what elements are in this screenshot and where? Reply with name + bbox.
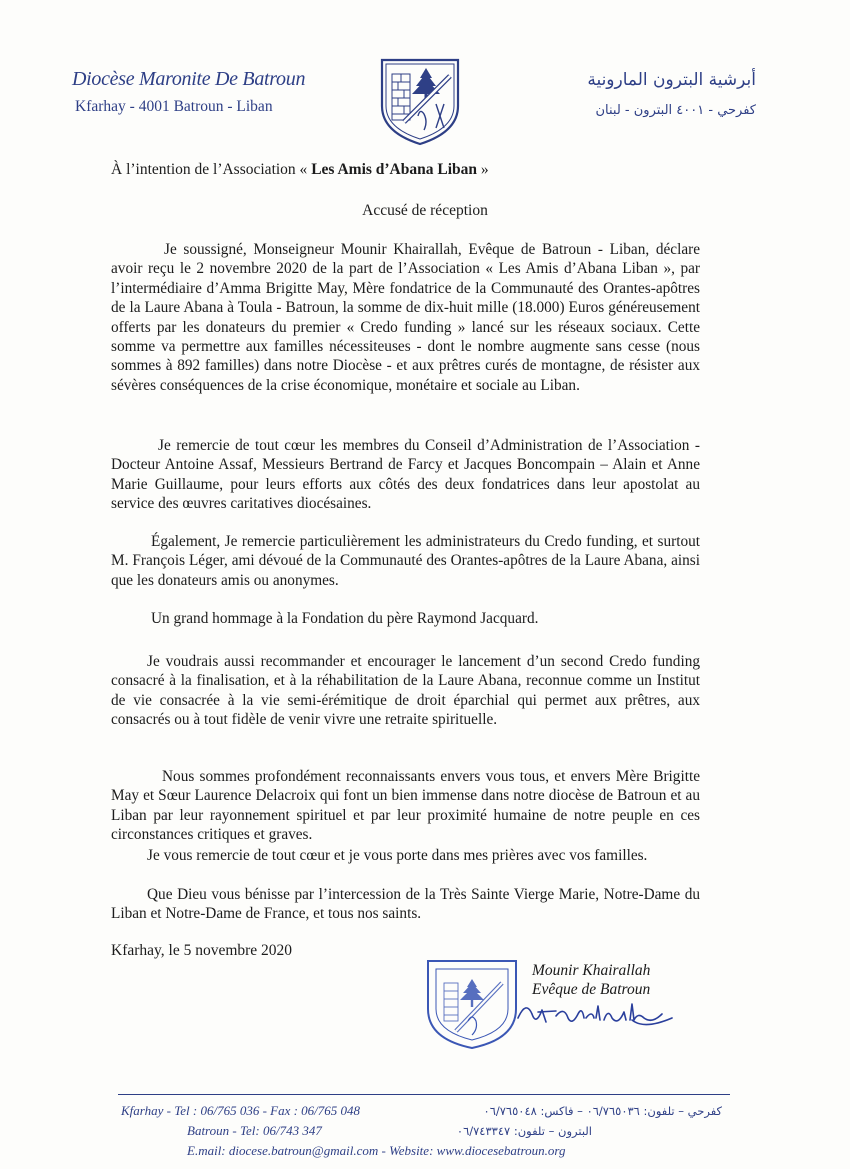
recipient-name: Les Amis d’Abana Liban <box>311 161 478 178</box>
body-paragraph: Je voudrais aussi recommander et encourager le lancement d’un second Credo funding consacré à la finalisation, et à la réhabilitation de la Laure Abana, reconnue comme un Institut de vie consacrée à la vie semi-érémitique de droit éparchial qui permet aux prêtres, aux consacrés ou à tout fidèle de venir vivre une retraite spirituelle. <box>111 653 700 729</box>
body-paragraph: Je soussigné, Monseigneur Mounir Khairallah, Evêque de Batroun - Liban, déclare avoir reçu le 2 novembre 2020 de la part de l’Association « Les Amis d’Abana Liban », par l’intermédiaire d’Amma Brigitte May, Mère fondatrice de la Communauté des Orantes-apôtres de la Laure Abana à Toula - Batroun, la somme de dix-huit mille (18.000) Euros généreusement offerts par les donateurs du premier « Credo funding » lancé sur les réseaux sociaux. Cette somme va permettre aux familles nécessiteuses - dont le nombre augmente sans cesse (nous sommes à 892 familles) dans notre Diocèse - et aux prêtres curés de montagne, de résister aux sévères conséquences de la crise économique, monétaire et sociale au Liban. <box>111 241 700 394</box>
footer-contact-batroun-ar: البترون – تلفون: ٠٦/٧٤٣٣٤٧ <box>456 1124 592 1138</box>
body-paragraph: Je vous remercie de tout cœur et je vous porte dans mes prières avec vos familles. <box>147 847 648 864</box>
diocese-crest-icon <box>374 56 466 146</box>
signature-icon <box>512 996 692 1034</box>
signatory-title: Evêque de Batroun <box>532 981 651 998</box>
stamp-icon <box>422 957 522 1049</box>
diocese-name-fr: Diocèse Maronite De Batroun <box>72 68 306 90</box>
footer-contact-kfarhay-ar: كفرحي – تلفون: ٠٦/٧٦٥٠٣٦ – فاكس: ٠٦/٧٦٥٠٤٨ <box>483 1104 722 1118</box>
diocese-address-ar: كفرحي - ٤٠٠١ البترون - لبنان <box>595 103 756 118</box>
letter-subject: Accusé de réception <box>362 202 488 219</box>
recipient-line <box>111 161 489 179</box>
recipient-prefix: À l’intention de l’Association « <box>111 161 312 178</box>
letterhead-right <box>587 70 756 118</box>
diocese-name-ar: أبرشية البترون المارونية <box>587 70 756 90</box>
body-paragraph: Un grand hommage à la Fondation du père Raymond Jacquard. <box>151 610 539 627</box>
signatory-name: Mounir Khairallah <box>532 962 651 979</box>
letterhead-left <box>72 68 305 116</box>
footer-rule <box>118 1094 730 1095</box>
footer-contact-batroun: Batroun - Tel: 06/743 347 <box>187 1123 322 1138</box>
dateline: Kfarhay, le 5 novembre 2020 <box>111 942 293 959</box>
body-paragraph: Je remercie de tout cœur les membres du Conseil d’Administration de l’Association - Docteur Antoine Assaf, Messieurs Bertrand de Farcy et Jacques Boncompain – Alain et Anne Marie Guillaume, pour leurs efforts aux côtés des deux fondatrices dans leur apostolat au service des œuvres caritatives diocésaines. <box>111 437 700 513</box>
diocese-address-fr: Kfarhay - 4001 Batroun - Liban <box>75 98 273 115</box>
body-paragraph: Nous sommes profondément reconnaissants envers vous tous, et envers Mère Brigitte May et Sœur Laurence Delacroix qui font un bien immense dans notre diocèse de Batroun et au Liban par leur rayonnement spirituel et par leur proximité humaine de notre peuple en ces circonstances critiques et graves. <box>111 768 700 844</box>
signatory-block <box>532 961 650 999</box>
body-paragraph: Que Dieu vous bénisse par l’intercession de la Très Sainte Vierge Marie, Notre-Dame du Liban et Notre-Dame de France, et tous nos saints. <box>111 886 700 923</box>
footer-contact-kfarhay: Kfarhay - Tel : 06/765 036 - Fax : 06/765 048 <box>121 1103 361 1118</box>
footer-email-website: E.mail: diocese.batroun@gmail.com - Website: www.diocesebatroun.org <box>187 1143 566 1158</box>
body-paragraph: Également, Je remercie particulièrement les administrateurs du Credo funding, et surtout M. François Léger, ami dévoué de la Communauté des Orantes-apôtres de la Laure Abana, ainsi que les donateurs amis ou anonymes. <box>111 533 700 589</box>
recipient-suffix: » <box>477 161 489 178</box>
